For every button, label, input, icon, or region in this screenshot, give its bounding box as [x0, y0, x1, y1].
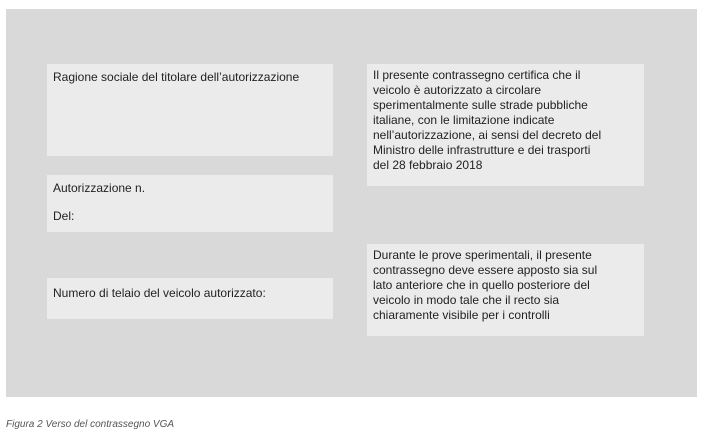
contrassegno-back-panel [6, 9, 697, 397]
prove-sperimentali-box [367, 244, 644, 336]
prove-line: veicolo in modo tale che il recto sia [373, 293, 560, 307]
certificazione-box [367, 64, 644, 186]
ragione-sociale-label: Ragione sociale del titolare dell’autorizzazione [53, 70, 300, 84]
prove-line: lato anteriore che in quello posteriore del [373, 278, 590, 292]
certificazione-line: veicolo è autorizzato a circolare [373, 83, 542, 97]
certificazione-line: italiane, con le limitazione indicate [373, 113, 555, 127]
autorizzazione-box [47, 175, 333, 232]
certificazione-line: Il presente contrassegno certifica che il [373, 68, 581, 82]
ragione-sociale-box [47, 64, 333, 156]
certificazione-line: Ministro delle infrastrutture e dei trasporti [373, 143, 591, 157]
autorizzazione-date-label: Del: [53, 209, 75, 223]
numero-telaio-label: Numero di telaio del veicolo autorizzato: [53, 286, 266, 300]
prove-line: Durante le prove sperimentali, il presente [373, 248, 592, 262]
figure-caption: Figura 2 Verso del contrassegno VGA [6, 419, 175, 430]
certificazione-line: nell’autorizzazione, ai sensi del decreto del [373, 128, 602, 142]
certificazione-line: sperimentalmente sulle strade pubbliche [373, 98, 588, 112]
numero-telaio-box [47, 278, 333, 319]
certificazione-line: del 28 febbraio 2018 [373, 158, 483, 172]
autorizzazione-number-label: Autorizzazione n. [53, 181, 146, 195]
prove-line: contrassegno deve essere apposto sia sul [373, 263, 598, 277]
prove-line: chiaramente visibile per i controlli [373, 308, 550, 322]
